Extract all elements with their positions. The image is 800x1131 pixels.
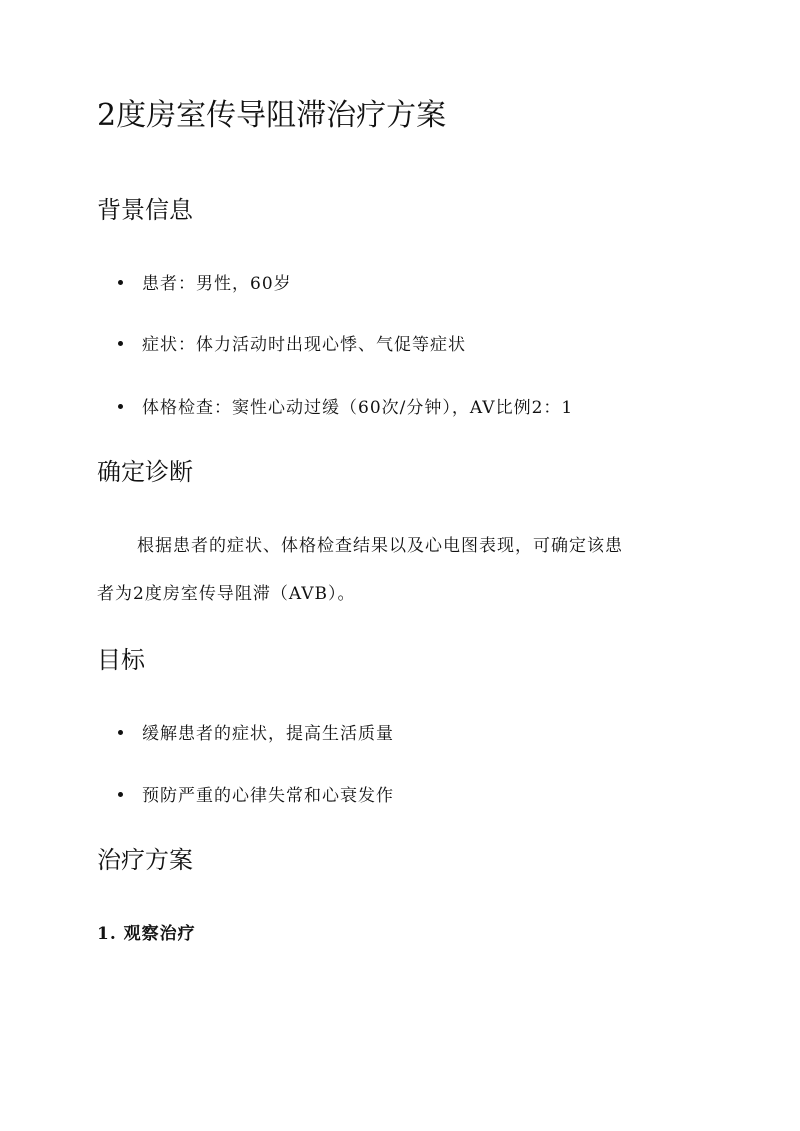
list-item-text: 缓解患者的症状，提高生活质量 [142,724,394,744]
bullet-dot-icon [118,404,123,409]
paragraph-line: 者为2度房室传导阻滞（AVB）。 [97,584,356,604]
bullet-dot-icon [118,341,123,346]
list-item [118,396,573,420]
section-heading-goals: 目标 [97,646,145,674]
list-item-text: 患者：男性，60岁 [142,274,292,294]
bullet-dot-icon [118,792,123,797]
subsection-heading: 1. 观察治疗 [97,924,196,944]
bullet-dot-icon [118,280,123,285]
page-title: 2度房室传导阻滞治疗方案 [97,98,447,133]
bullet-dot-icon [118,730,123,735]
section-heading-background: 背景信息 [97,196,193,224]
section-heading-treatment: 治疗方案 [97,846,193,874]
list-item [118,722,394,746]
list-item-text: 预防严重的心律失常和心衰发作 [142,786,394,806]
list-item [118,784,394,808]
list-item-text: 症状：体力活动时出现心悸、气促等症状 [142,335,466,355]
section-heading-diagnosis: 确定诊断 [97,458,193,486]
list-item [118,272,292,296]
list-item [118,333,466,357]
paragraph-line: 根据患者的症状、体格检查结果以及心电图表现，可确定该患 [137,536,623,556]
list-item-text: 体格检查：窦性心动过缓（60次/分钟），AV比例2：1 [142,398,574,418]
